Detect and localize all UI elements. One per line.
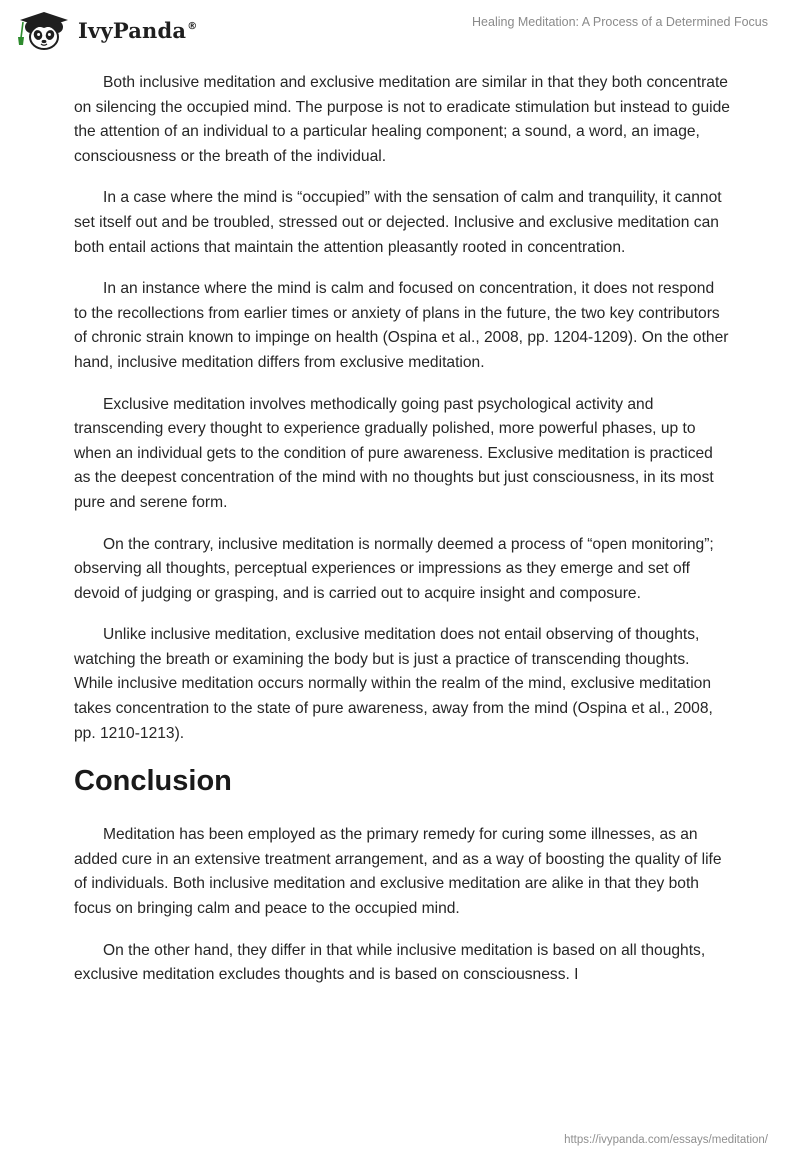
conclusion-heading: Conclusion bbox=[74, 765, 232, 798]
paragraph: In an instance where the mind is calm and focused on concentration, it does not respond to the recollections from earlier times or anxiety of plans in the future, the two key contributors of chronic strain known to impinge on health (Ospina et al., 2008, pp. 1204-1209). On the other hand, inclusive meditation differs from exclusive meditation. bbox=[74, 280, 729, 371]
paragraph: Both inclusive meditation and exclusive meditation are similar in that they both concentrate on silencing the occupied mind. The purpose is not to eradicate stimulation but instead to guide the attention of an individual to a particular healing component; a sound, a word, an image, consciousness or the breath of the individual. bbox=[74, 74, 730, 165]
paragraph: On the other hand, they differ in that while inclusive meditation is based on all thoughts, exclusive meditation excludes thoughts and is based on consciousness. I bbox=[74, 941, 706, 984]
brand-name: IvyPanda® bbox=[78, 17, 198, 43]
brand-logo[interactable] bbox=[14, 8, 197, 52]
paragraph: Unlike inclusive meditation, exclusive meditation does not entail observing of thoughts, watching the breath or examining the body but is just a practice of transcending thoughts. While inclusive meditation occurs normally within the realm of the mind, exclusive meditation takes concentration to the state of pure awareness, away from the mind (Ospina et al., 2008, pp. 1210-1213). bbox=[74, 626, 713, 742]
paragraph: On the contrary, inclusive meditation is normally deemed a process of “open monitoring”; observing all thoughts, perceptual experiences or impressions as they emerge and set off devoid of judging or grasping, and is carried out to acquire insight and composure. bbox=[74, 535, 714, 602]
page-header bbox=[0, 0, 800, 62]
paragraph: Meditation has been employed as the primary remedy for curing some illnesses, as an added cure in an extensive treatment arrangement, and as a way of boosting the quality of life of individuals. Both inclusive meditation and exclusive meditation are alike in that they both focus on bringing calm and peace to the occupied mind. bbox=[74, 826, 722, 918]
panda-graduate-icon bbox=[14, 8, 74, 52]
source-url-link[interactable]: https://ivypanda.com/essays/meditation/ bbox=[564, 1134, 768, 1146]
document-title: Healing Meditation: A Process of a Determined Focus bbox=[472, 15, 768, 29]
paragraph: Exclusive meditation involves methodically going past psychological activity and transcending every thought to experience gradually polished, more powerful phases, up to when an individual gets to the condition of pure awareness. Exclusive meditation is practiced as the deepest concentration of the mind with no thoughts but just consciousness, in its most pure and serene form. bbox=[74, 395, 714, 511]
registered-mark: ® bbox=[187, 20, 198, 32]
paragraph: In a case where the mind is “occupied” with the sensation of calm and tranquility, it cannot set itself out and be troubled, stressed out or dejected. Inclusive and exclusive meditation can both entail actions that maintain the attention pleasantly rooted in concentration. bbox=[74, 189, 722, 256]
essay-body bbox=[74, 71, 730, 1005]
